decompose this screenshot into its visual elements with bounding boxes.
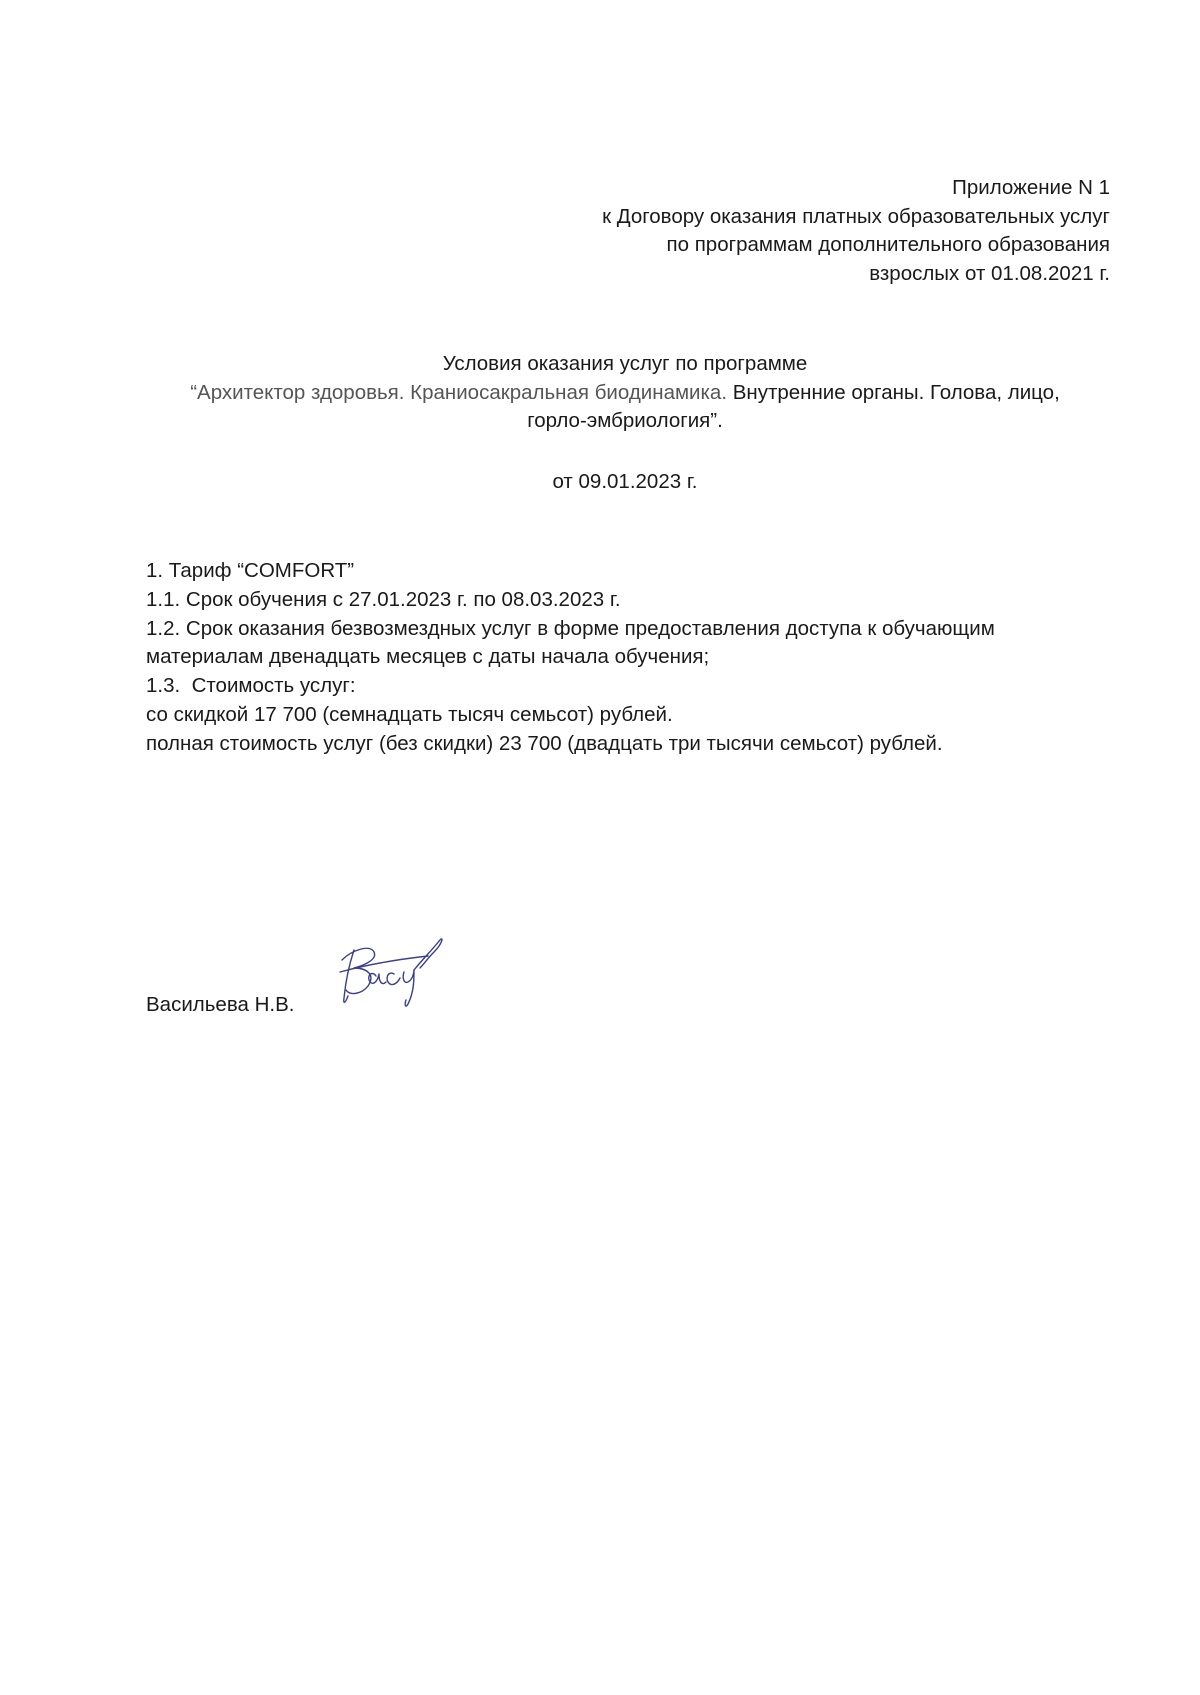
appendix-contract-line: к Договору оказания платных образовательных услуг [602, 204, 1110, 228]
appendix-header [410, 174, 1110, 288]
appendix-program-line: по программам дополнительного образования [666, 233, 1110, 256]
program-name-part: “Архитектор здоровья. Краниосакральная [190, 380, 589, 404]
term-item: 1.2. Срок оказания безвозмездных услуг в форме предоставления доступа к обучающим [146, 616, 995, 640]
program-name-line-2: горло-эмбриология”. [527, 409, 723, 432]
title-line: Условия оказания услуг по программе [442, 352, 808, 375]
program-name-part: биодинамика. [594, 380, 728, 404]
handwritten-signature [332, 930, 452, 1010]
terms-section [146, 557, 1106, 759]
program-name-part: Внутренние органы. Голова, лицо, [732, 380, 1060, 404]
signature-block [146, 930, 646, 1020]
price-full: полная стоимость услуг (без скидки) 23 700 (двадцать три тысячи семьсот) рублей. [146, 731, 943, 755]
term-item: 1.3. Стоимость услуг: [146, 674, 356, 698]
appendix-number: Приложение N 1 [952, 176, 1110, 199]
tariff-heading: 1. Тариф “COMFORT” [146, 559, 355, 582]
price-discount: со скидкой 17 700 (семнадцать тысяч семьсот) рублей. [146, 702, 673, 726]
term-item-continuation: материалам двенадцать месяцев с даты начала обучения; [146, 645, 710, 669]
appendix-date-line: взрослых от 01.08.2021 г. [869, 261, 1110, 285]
document-title [120, 350, 1130, 436]
document-date: от 09.01.2023 г. [552, 470, 698, 493]
program-name-line [120, 379, 1130, 408]
term-item: 1.1. Срок обучения с 27.01.2023 г. по 08.03.2023 г. [146, 587, 621, 611]
signer-name: Васильева Н.В. [146, 993, 295, 1016]
